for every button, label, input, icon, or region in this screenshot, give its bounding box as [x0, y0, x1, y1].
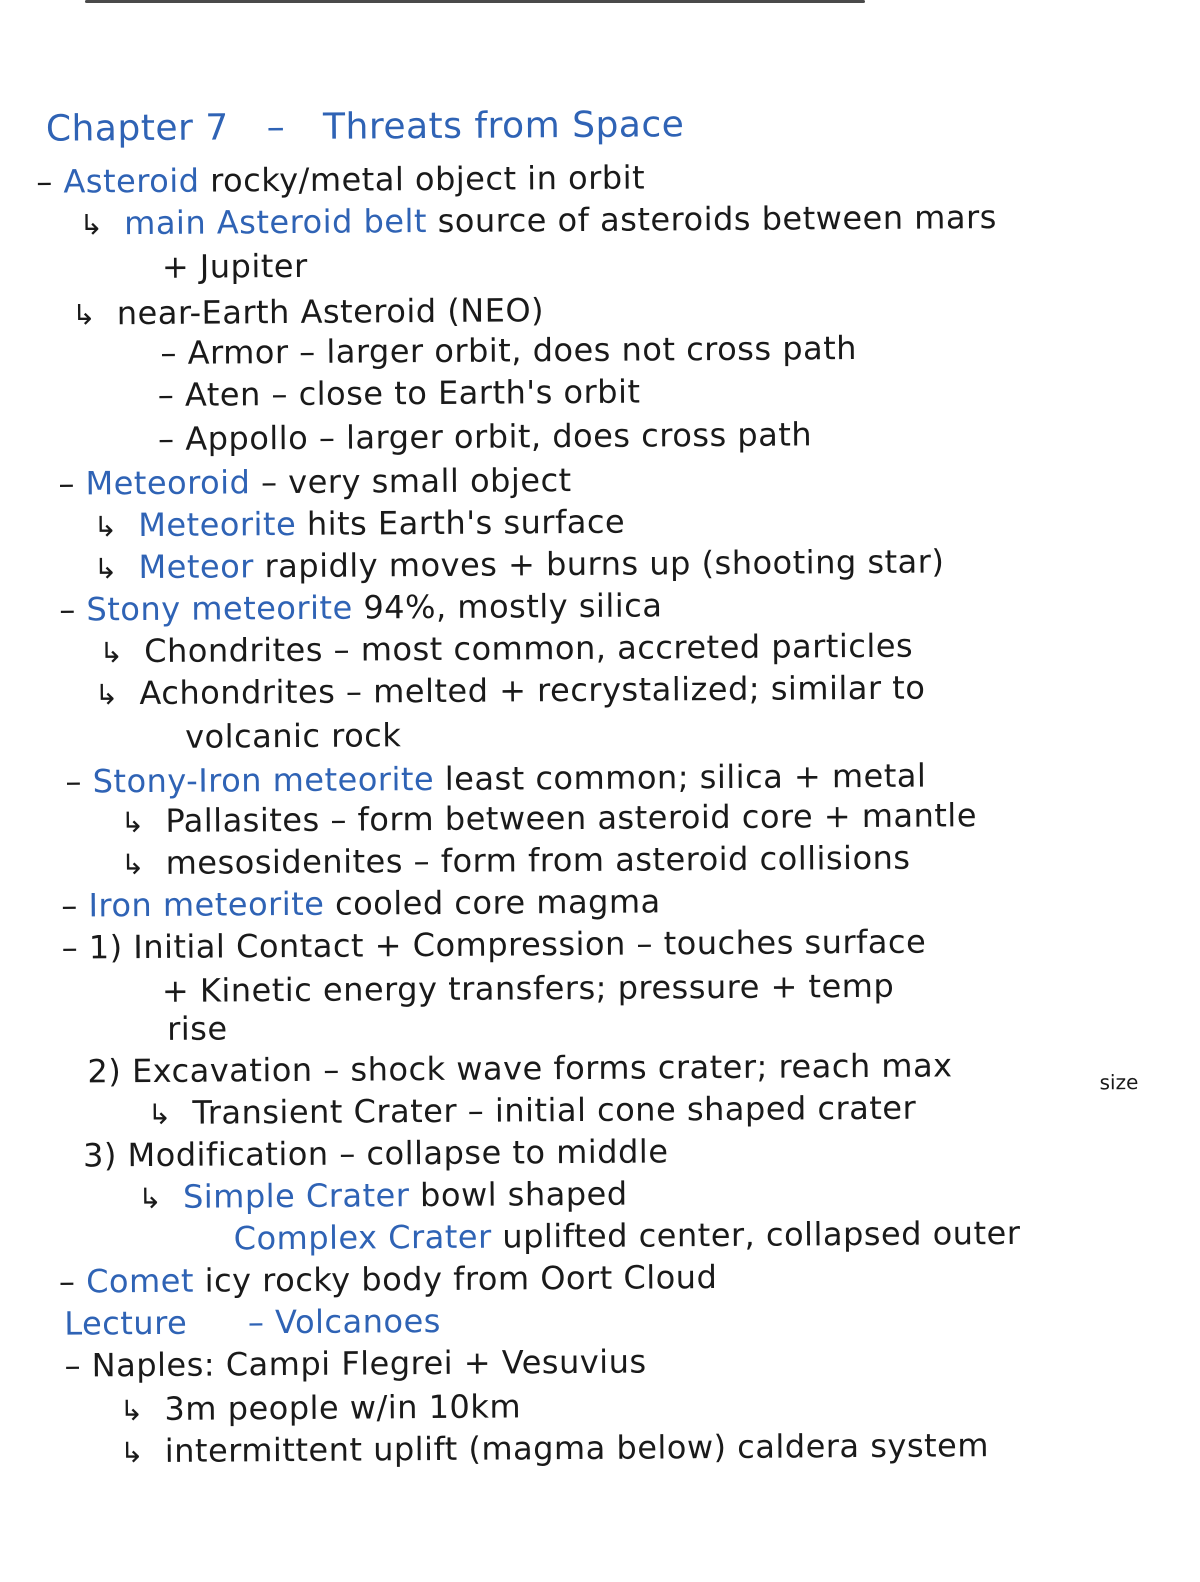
title-sep: –	[266, 107, 286, 149]
note-line: + Kinetic energy transfers; pressure + temp	[161, 966, 895, 1010]
key-term: Simple Crater	[182, 1176, 410, 1216]
note-line: – Armor – larger orbit, does not cross path	[160, 329, 858, 372]
key-term: Meteoroid	[85, 463, 251, 503]
note-text: Achondrites – melted + recrystalized; similar to	[139, 668, 926, 713]
arrow-icon: ↳	[120, 848, 146, 882]
lecture-heading	[64, 1301, 442, 1343]
note-line	[233, 1213, 1021, 1258]
note-line	[36, 158, 646, 201]
chapter-title	[45, 104, 685, 150]
chapter-topic: Threats from Space	[322, 104, 685, 148]
key-term: Complex Crater	[233, 1217, 492, 1258]
note-text: – Volcanoes	[247, 1301, 442, 1342]
note-line: – 1) Initial Contact + Compression – touches surface	[61, 922, 927, 967]
bullet-dash: –	[58, 1262, 76, 1301]
note-text: rocky/metal object in orbit	[210, 158, 646, 200]
note-text: 3m people w/in 10km	[164, 1387, 522, 1428]
note-line	[147, 1088, 917, 1132]
note-line: – Appollo – larger orbit, does cross path	[157, 415, 813, 458]
note-line: + Jupiter	[161, 246, 308, 286]
chapter-label: Chapter 7	[45, 107, 229, 150]
note-line	[72, 291, 545, 333]
note-text: cooled core magma	[334, 882, 661, 923]
key-term: Iron meteorite	[88, 884, 325, 925]
note-text: Chondrites – most common, accreted particles	[144, 626, 914, 671]
note-line	[93, 502, 626, 545]
note-line	[93, 542, 945, 587]
bullet-dash: –	[61, 886, 78, 925]
note-text: source of asteroids between mars	[437, 198, 997, 240]
key-term: Stony-Iron meteorite	[92, 759, 435, 801]
arrow-icon: ↳	[138, 1181, 163, 1216]
key-term: Stony meteorite	[86, 588, 353, 629]
arrow-icon: ↳	[120, 806, 145, 840]
note-text: uplifted center, collapsed outer	[502, 1213, 1021, 1256]
note-line	[138, 1174, 628, 1216]
note-line	[58, 1258, 718, 1301]
bullet-dash: –	[58, 464, 76, 503]
bullet-dash: –	[36, 162, 53, 201]
note-line: – Aten – close to Earth's orbit	[157, 372, 641, 414]
arrow-icon: ↳	[120, 1436, 145, 1470]
arrow-icon: ↳	[147, 1097, 172, 1131]
note-text: 94%, mostly silica	[363, 586, 663, 627]
margin-note: size	[1099, 1070, 1139, 1095]
key-term: Meteor	[138, 547, 254, 587]
key-term: Asteroid	[63, 161, 200, 201]
note-text: rapidly moves + burns up (shooting star)	[264, 542, 945, 586]
note-line	[120, 796, 978, 840]
arrow-icon: ↳	[72, 298, 97, 332]
arrow-icon: ↳	[93, 510, 118, 544]
note-line	[119, 1387, 522, 1428]
arrow-icon: ↳	[94, 678, 119, 712]
note-text: near-Earth Asteroid (NEO)	[116, 291, 545, 333]
note-line	[120, 1426, 990, 1470]
note-line	[120, 838, 911, 882]
note-text: intermittent uplift (magma below) caldera system	[164, 1426, 990, 1470]
key-term: main Asteroid belt	[124, 202, 428, 243]
note-line	[99, 626, 914, 671]
note-line: – Naples: Campi Flegrei + Vesuvius	[64, 1342, 647, 1385]
note-text: icy rocky body from Oort Cloud	[204, 1258, 718, 1300]
note-text: Transient Crater – initial cone shaped crater	[192, 1088, 917, 1132]
bullet-dash: –	[65, 762, 83, 801]
note-text: bowl shaped	[419, 1174, 628, 1215]
key-term: Lecture	[64, 1303, 188, 1343]
note-line	[61, 882, 661, 925]
note-line	[58, 461, 572, 503]
note-text: – very small object	[260, 461, 572, 502]
arrow-icon: ↳	[119, 1394, 144, 1428]
key-term: Comet	[85, 1261, 195, 1301]
bullet-dash: –	[59, 590, 76, 629]
arrow-icon: ↳	[93, 552, 119, 586]
note-line: rise	[167, 1009, 228, 1048]
key-term: Meteorite	[138, 504, 297, 545]
arrow-icon: ↳	[79, 208, 104, 242]
note-text: least common; silica + metal	[444, 756, 927, 798]
arrow-icon: ↳	[99, 636, 124, 670]
note-line	[79, 198, 997, 243]
note-line	[94, 668, 926, 713]
note-line: volcanic rock	[185, 716, 402, 756]
note-line: 2) Excavation – shock wave forms crater; reach max	[87, 1046, 953, 1091]
note-line	[65, 756, 927, 801]
note-line: 3) Modification – collapse to middle	[82, 1132, 669, 1175]
note-text: hits Earth's surface	[306, 502, 626, 543]
note-text: Pallasites – form between asteroid core + mantle	[165, 796, 978, 840]
note-text: mesosidenites – form from asteroid collisions	[165, 838, 911, 882]
note-line	[59, 586, 663, 629]
